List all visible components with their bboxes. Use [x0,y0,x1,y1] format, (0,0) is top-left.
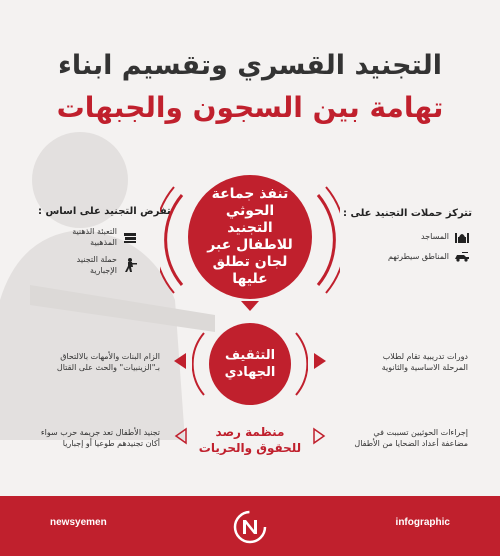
books-icon [122,229,138,245]
footer-category: infographic [395,517,450,528]
footer-bar [0,496,500,556]
right-item-controlled-areas [388,248,470,264]
left-item-mental-mobilization [72,226,138,248]
right-item-mosques [421,228,470,244]
page-title-line1: التجنيد القسري وتقسيم ابناء [58,50,442,81]
small-circle: التثقيف الجهادي [209,323,291,405]
row2-right-text: إجراءات الحوثيين تسببت في مضاعفة أعداد الضحايا من الأطفال [354,428,468,448]
vehicle-icon [454,248,470,264]
page-title-line2: تهامة بين السجون والجبهات [56,91,444,124]
left-item-label: التعبئة الذهنية المذهبية [72,227,117,247]
left-item-label: حملة التجنيد الإجبارية [76,255,117,275]
row1-left-text: الزام البنات والأمهات بالالتحاق بـ"الزينبيات" والحث على القتال [56,352,160,372]
right-item-label: المناطق سيطرتهم [387,251,449,261]
left-arrow-row1 [174,353,186,369]
footer-site-name: newsyemen [50,517,107,528]
logo-icon [230,507,270,547]
organization-name: منظمة رصد للحقوق والحريات [198,425,302,455]
left-panel-heading: تفرض التجنيد على اساس : [38,206,171,217]
main-circle: تنفذ جماعة الحوثي التجنيد للاطفال عبر لجان تطلق عليها [188,175,312,299]
soldier-icon [122,257,138,273]
mosque-icon [454,228,470,244]
right-panel-heading: تتركز حملات التجنيد على : [342,208,472,219]
row2-left-text: تجنيد الأطفال تعد جريمة حرب سواء أكان تجنيدهم طوعيا أو إجباريا [40,428,160,448]
right-arrow-row1 [314,353,326,369]
main-circle-pointer [241,301,259,311]
right-item-label: المساجد [420,231,449,241]
row1-right-text: دورات تدريبية تقام لطلاب المرحلة الاساسية والثانوية [381,352,468,372]
left-item-forced-campaign [77,254,138,276]
